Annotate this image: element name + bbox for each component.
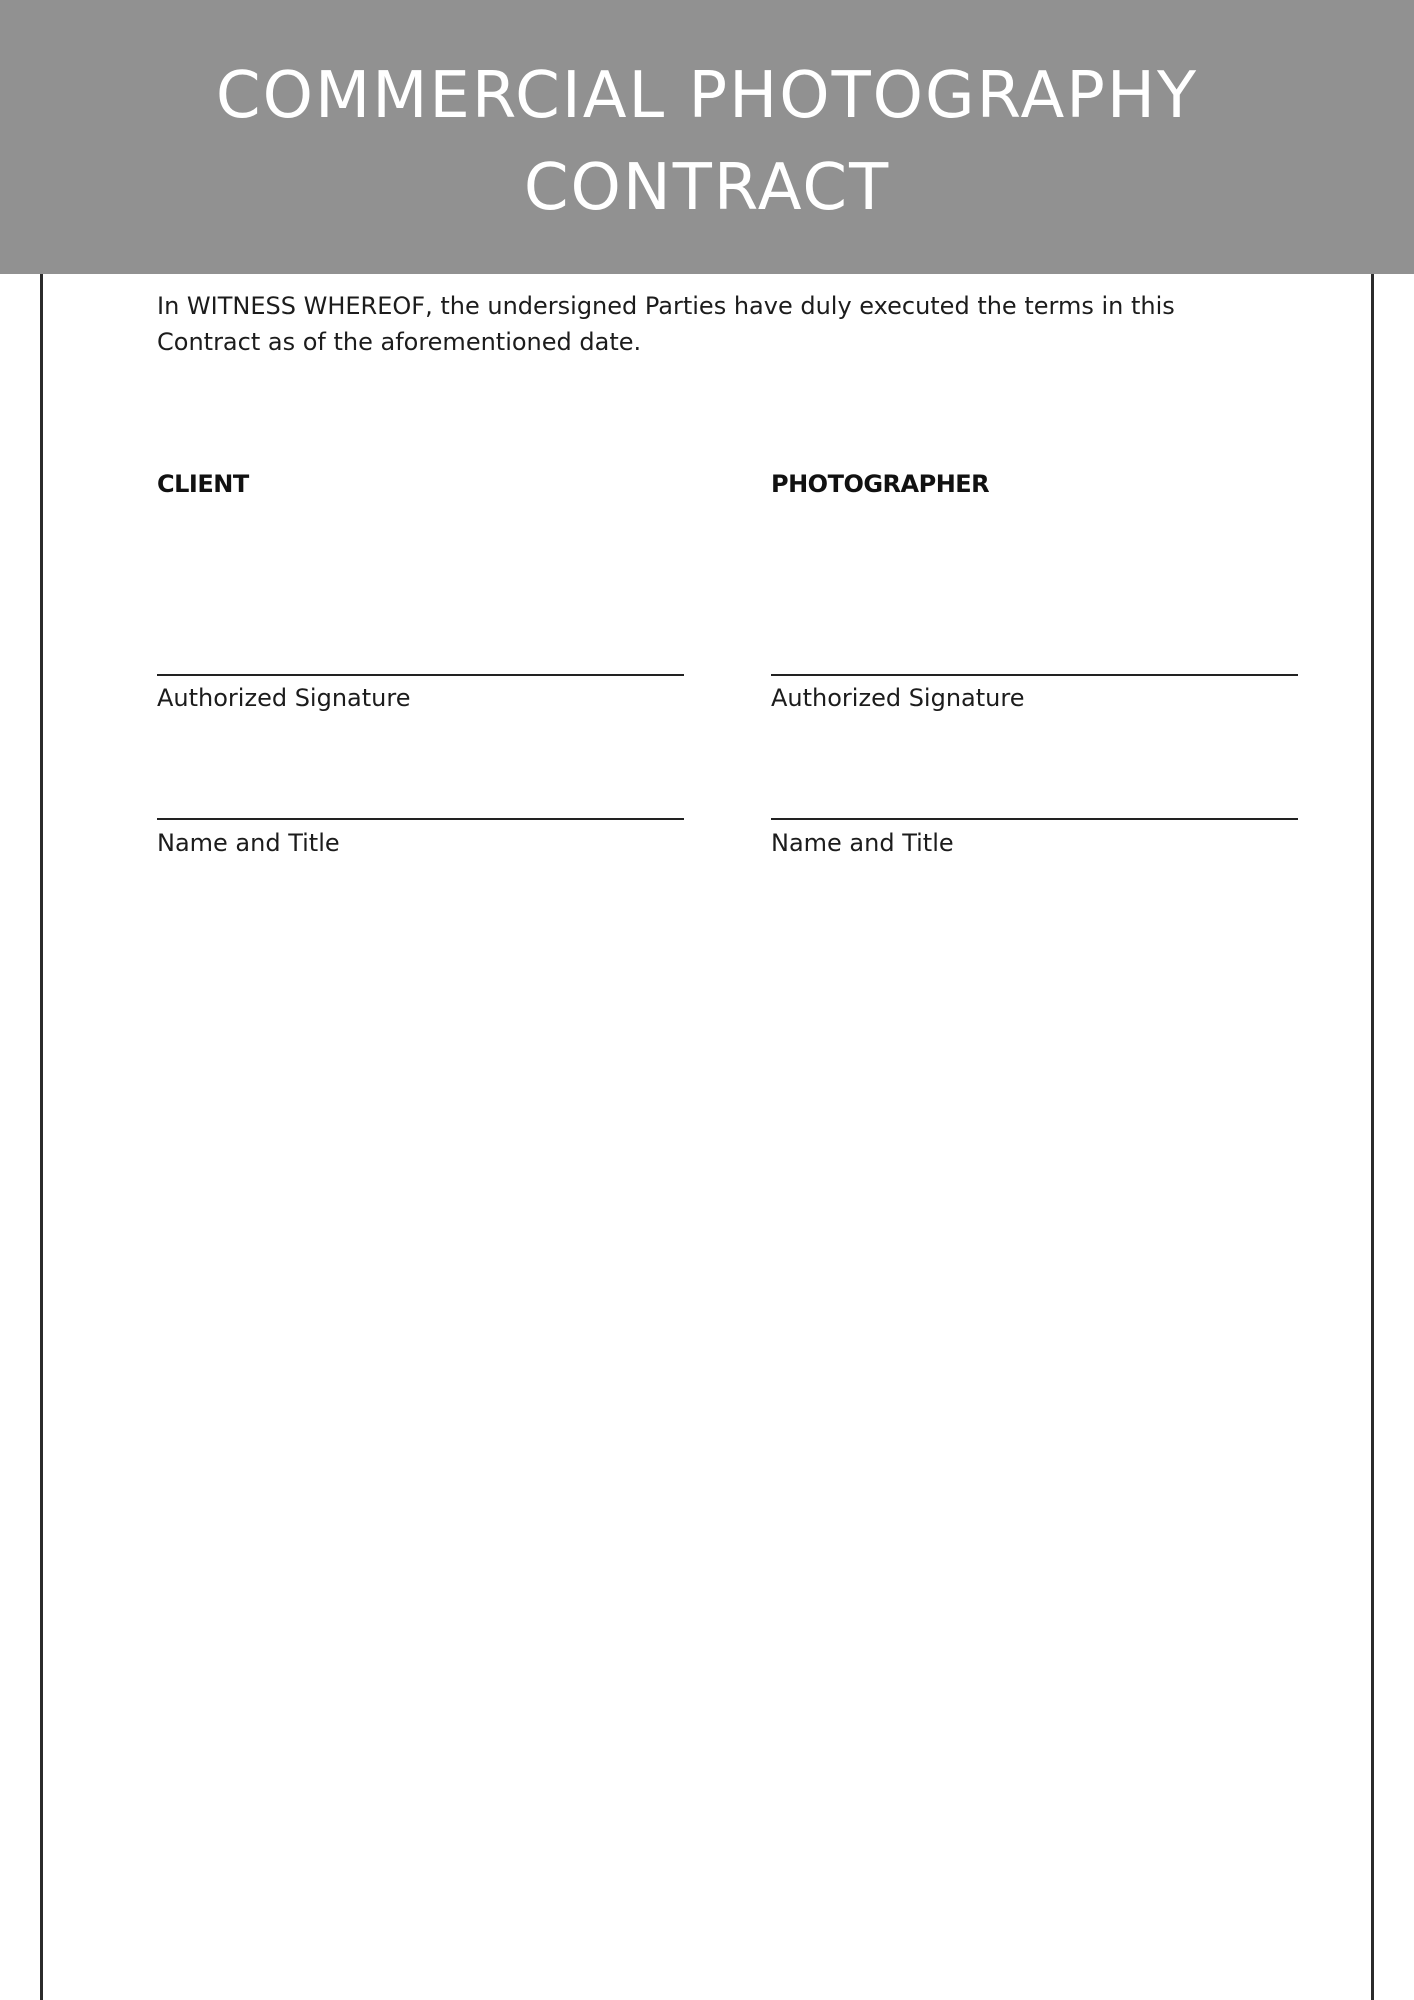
document-title-line-2: CONTRACT <box>523 151 891 225</box>
client-name-title-line[interactable] <box>157 818 684 820</box>
photographer-heading: PHOTOGRAPHER <box>771 470 990 498</box>
client-signature-label: Authorized Signature <box>157 684 411 712</box>
photographer-name-title-label: Name and Title <box>771 829 954 857</box>
client-name-title-label: Name and Title <box>157 829 340 857</box>
photographer-signature-line[interactable] <box>771 674 1298 676</box>
witness-paragraph-line-1: In WITNESS WHEREOF, the undersigned Parties have duly executed the terms in this <box>157 292 1175 320</box>
title-banner <box>0 0 1414 274</box>
document-title <box>0 50 1414 234</box>
client-signature-line[interactable] <box>157 674 684 676</box>
photographer-signature-label: Authorized Signature <box>771 684 1025 712</box>
witness-paragraph-line-2: Contract as of the aforementioned date. <box>157 328 642 356</box>
client-heading: CLIENT <box>157 470 249 498</box>
document-title-line-1: COMMERCIAL PHOTOGRAPHY <box>215 59 1199 133</box>
witness-paragraph <box>157 288 1177 360</box>
photographer-name-title-line[interactable] <box>771 818 1298 820</box>
